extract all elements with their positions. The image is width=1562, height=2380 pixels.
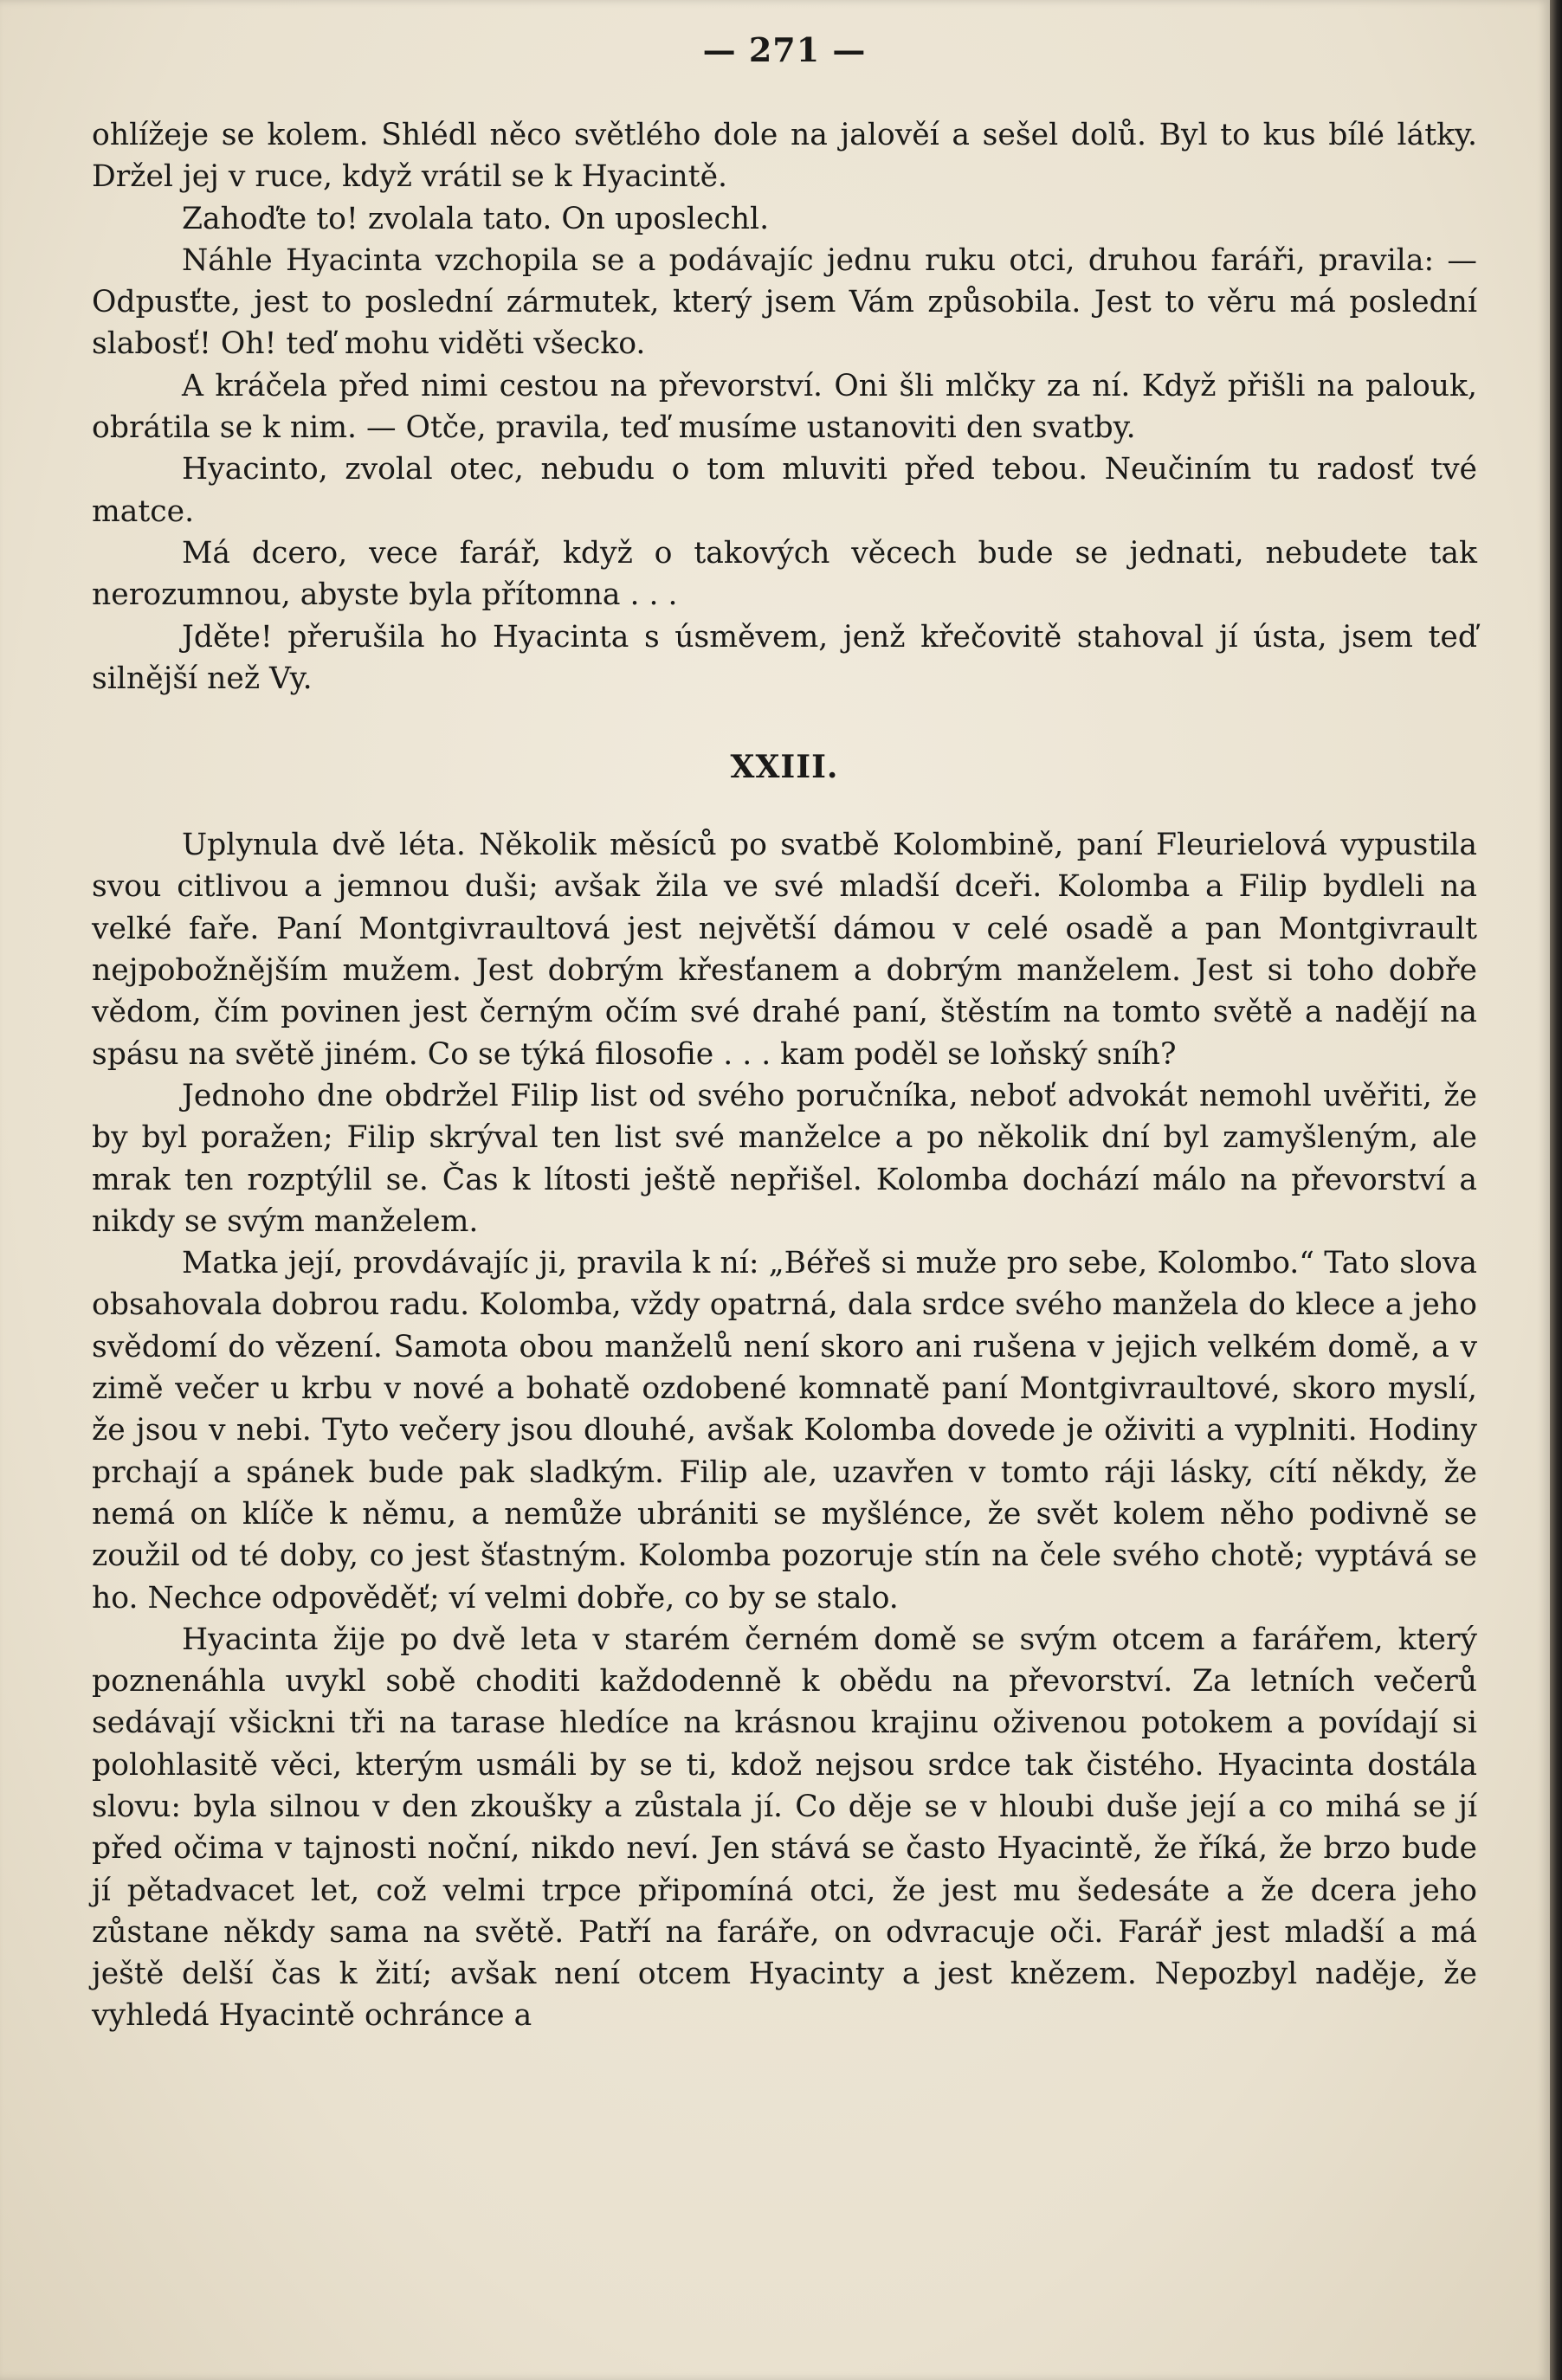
paragraph: Jděte! přerušila ho Hyacinta s úsměvem, jenž křečovitě stahoval jí ústa, jsem teď silnější než Vy. (92, 619, 1477, 696)
paragraph: Matka její, provdávajíc ji, pravila k ní: „Béřeš si muže pro sebe, Kolombo.“ Tato slova obsahovala dobrou radu. Kolomba, vždy opatrná, dala srdce svého manžela do klece a jeho svědomí do vězení. Samota obou manželů není skoro ani rušena v jejich velkém domě, a v zimě večer u krbu v nové a bohatě ozdobené komnatě paní Montgivraultové, skoro myslí, že jsou v nebi. Tyto večery jsou dlouhé, avšak Kolomba dovede je oživiti a vyplniti. Hodiny prchají a spánek bude pak sladkým. Filip ale, uzavřen v tomto ráji lásky, cítí někdy, že nemá on klíče k němu, a nemůže ubrániti se myšlénce, že svět kolem něho podivně se zoužil od té doby, co jest šťastným. Kolomba pozoruje stín na čele svého chotě; vyptává se ho. Nechce odpověděť; ví velmi dobře, co by se stalo. (92, 1246, 1477, 1616)
text-section-2 (92, 824, 1477, 2037)
page-content (92, 24, 1477, 2037)
paragraph: Náhle Hyacinta vzchopila se a podávajíc jednu ruku otci, druhou faráři, pravila: — Odpusťte, jest to poslední zármutek, který jsem Vám způsobila. Jest to věru má poslední slabosť! Oh! teď mohu viděti všecko. (92, 242, 1477, 362)
chapter-heading: XXIII. (730, 749, 839, 786)
text-section-1 (92, 114, 1477, 700)
paragraph: Hyacinto, zvolal otec, nebudu o tom mluviti před tebou. Neučiním tu radosť tvé matce. (92, 452, 1477, 529)
paragraph: Jednoho dne obdržel Filip list od svého poručníka, neboť advokát nemohl uvěřiti, že by byl poražen; Filip skrýval ten list své manželce a po několik dní byl zamyšleným, ale mrak ten rozptýlil se. Čas k lítosti ještě nepřišel. Kolomba dochází málo na převorství a nikdy se svým manželem. (92, 1078, 1477, 1239)
page-edge-shadow (1550, 0, 1562, 2380)
paragraph: Má dcero, vece farář, když o takových věcech bude se jednati, nebudete tak nerozumnou, abyste byla přítomna . . . (92, 535, 1477, 613)
paragraph: A kráčela před nimi cestou na převorství. Oni šli mlčky za ní. Když přišli na palouk, obrátila se k nim. — Otče, pravila, teď musíme ustanoviti den svatby. (92, 368, 1477, 446)
paragraph: ohlížeje se kolem. Shlédl něco světlého dole na jalověí a sešel dolů. Byl to kus bílé látky. Držel jej v ruce, když vrátil se k Hyacintě. (92, 118, 1477, 195)
page-number: — 271 — (702, 30, 867, 69)
paragraph: Hyacinta žije po dvě leta v starém černém domě se svým otcem a farářem, který poznenáhla uvykl sobě choditi každodenně k obědu na převorství. Za letních večerů sedávají všickni tři na tarase hledíce na krásnou krajinu oživenou potokem a povídají si polohlasitě věci, kterým usmáli by se ti, kdož nejsou srdce tak čistého. Hyacinta dostála slovu: byla silnou v den zkoušky a zůstala jí. Co děje se v hloubi duše její a co mihá se jí před očima v tajnosti noční, nikdo neví. Jen stává se často Hyacintě, že říká, že brzo bude jí pětadvacet let, což velmi trpce připomíná otci, že jest mu šedesáte a že dcera jeho zůstane někdy sama na světě. Patří na faráře, on odvracuje oči. Farář jest mladší a má ještě delší čas k žití; avšak není otcem Hyacinty a jest knězem. Nepozbyl naděje, že vyhledá Hyacintě ochránce a (92, 1622, 1477, 2034)
paragraph: Zahoďte to! zvolala tato. On uposlechl. (182, 201, 770, 236)
paragraph: Uplynula dvě léta. Několik měsíců po svatbě Kolombině, paní Fleurielová vypustila svou citlivou a jemnou duši; avšak žila ve své mladší dceři. Kolomba a Filip bydleli na velké faře. Paní Montgivraultová jest největší dámou v celé osadě a pan Montgivrault nejpobožnějším mužem. Jest dobrým křesťanem a dobrým manželem. Jest si toho dobře vědom, čím povinen jest černým očím své drahé paní, štěstím na tomto světě a nadějí na spásu na světě jiném. Co se týká filosofie . . . kam poděl se loňský sníh? (92, 828, 1477, 1072)
